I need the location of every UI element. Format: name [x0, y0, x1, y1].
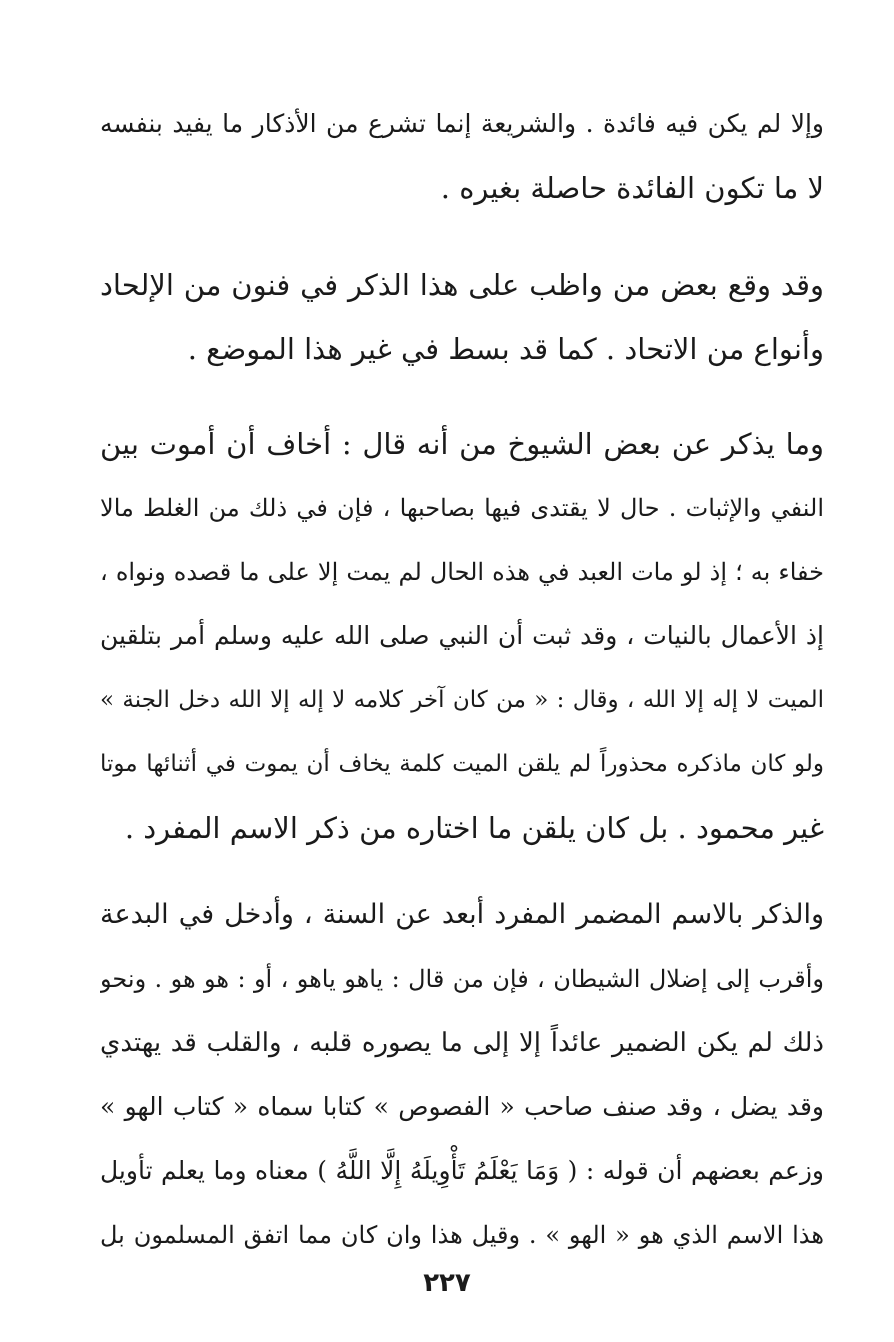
- text-line: إذ الأعمال بالنيات ، وقد ثبت أن النبي صلى الله عليه وسلم أمر بتلقين: [100, 621, 824, 650]
- text-line: النفي والإثبات . حال لا يقتدى فيها بصاحبها ، فإن في ذلك من الغلط مالا: [100, 494, 824, 522]
- text-line: وزعم بعضهم أن قوله : ( وَمَا يَعْلَمُ تَأْوِيلَهُ إِلَّا اللَّهُ ) معناه وما يعلم تأويل: [100, 1156, 824, 1185]
- text-line: الميت لا إله إلا الله ، وقال : « من كان آخر كلامه لا إله إلا الله دخل الجنة »: [100, 687, 824, 713]
- paragraph-3: [100, 412, 824, 860]
- text-line: غير محمود . بل كان يلقن ما اختاره من ذكر الاسم المفرد .: [124, 811, 824, 845]
- text-line: وأقرب إلى إضلال الشيطان ، فإن من قال : ياهو ياهو ، أو : هو هو . ونحو: [100, 965, 824, 993]
- text-line: هذا الاسم الذي هو « الهو » . وقيل هذا وان كان مما اتفق المسلمون بل: [100, 1221, 824, 1249]
- paragraph-1: [100, 92, 824, 220]
- text-line: وقد وقع بعض من واظب على هذا الذكر في فنون من الإلحاد: [100, 268, 824, 302]
- page-number: ٢٢٧: [423, 1268, 471, 1298]
- text-line: وقد يضل ، وقد صنف صاحب « الفصوص » كتابا سماه « كتاب الهو »: [100, 1092, 824, 1121]
- text-line: وما يذكر عن بعض الشيوخ من أنه قال : أخاف أن أموت بين: [100, 427, 824, 461]
- text-line: ولو كان ماذكره محذوراً لم يلقن الميت كلمة يخاف أن يموت في أثنائها موتا: [100, 751, 824, 777]
- text-line: والذكر بالاسم المضمر المفرد أبعد عن السنة ، وأدخل في البدعة: [100, 899, 824, 930]
- text-line: ذلك لم يكن الضمير عائداً إلا إلى ما يصوره قلبه ، والقلب قد يهتدي: [100, 1028, 824, 1058]
- text-line: لا ما تكون الفائدة حاصلة بغيره .: [440, 171, 824, 205]
- text-line: وأنواع من الاتحاد . كما قد بسط في غير هذا الموضع .: [187, 332, 824, 366]
- text-line: وإلا لم يكن فيه فائدة . والشريعة إنما تشرع من الأذكار ما يفيد بنفسه: [100, 109, 824, 138]
- paragraph-4: [100, 883, 824, 1267]
- paragraph-2: [100, 253, 824, 381]
- text-line: خفاء به ؛ إذ لو مات العبد في هذه الحال لم يمت إلا على ما قصده ونواه ،: [100, 558, 824, 586]
